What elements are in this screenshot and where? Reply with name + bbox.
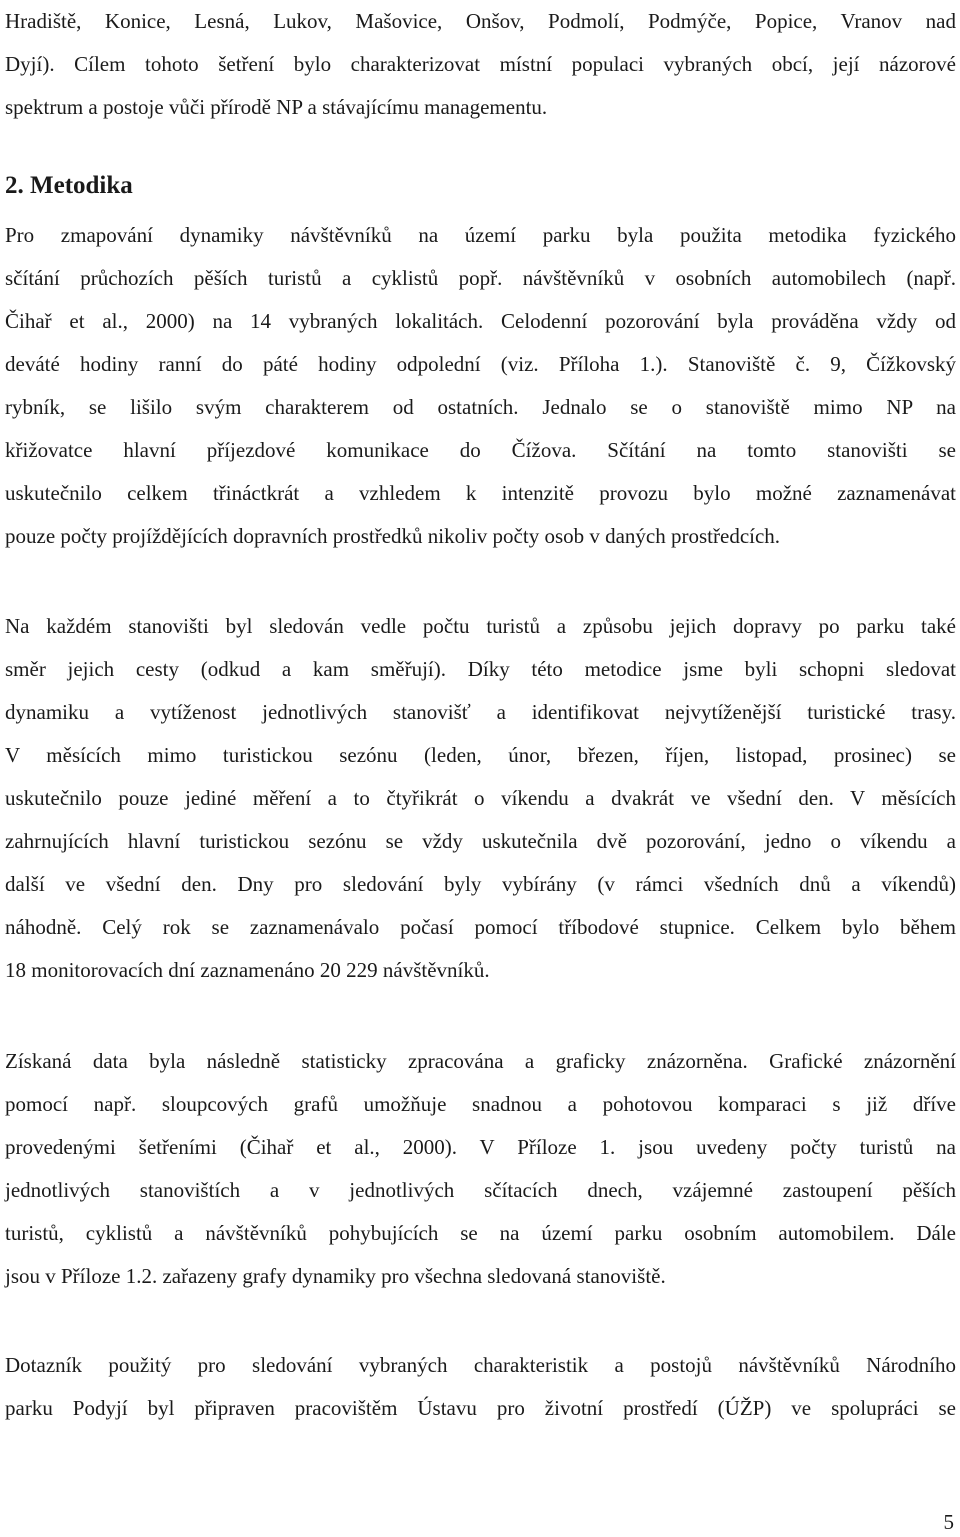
text-line: uskutečnilo pouze jediné měření a to čtyřikrát o víkendu a dvakrát ve všední den. V měsících — [5, 786, 956, 810]
text-line: rybník, se lišilo svým charakterem od ostatních. Jednalo se o stanoviště mimo NP na — [5, 395, 956, 419]
methodology-paragraph-3 — [5, 1040, 956, 1298]
methodology-paragraph-4 — [5, 1344, 956, 1430]
methodology-paragraph-1 — [5, 214, 956, 558]
text-line: Na každém stanovišti byl sledován vedle počtu turistů a způsobu jejich dopravy po parku také — [5, 614, 956, 638]
methodology-paragraph-2 — [5, 605, 956, 992]
text-line: zahrnujících hlavní turistickou sezónu se vždy uskutečnila dvě pozorování, jedno o víkendu a — [5, 829, 956, 853]
text-line: spektrum a postoje vůči přírodě NP a stávajícímu managementu. — [5, 95, 548, 119]
text-line: V měsících mimo turistickou sezónu (leden, únor, březen, říjen, listopad, prosinec) se — [5, 743, 956, 767]
text-line: další ve všední den. Dny pro sledování byly vybírány (v rámci všedních dnů a víkendů) — [5, 872, 956, 896]
text-line: 18 monitorovacích dní zaznamenáno 20 229 návštěvníků. — [5, 958, 490, 982]
intro-paragraph — [5, 0, 956, 129]
text-line: Pro zmapování dynamiky návštěvníků na území parku byla použita metodika fyzického — [5, 223, 956, 247]
text-line: deváté hodiny ranní do páté hodiny odpolední (viz. Příloha 1.). Stanoviště č. 9, Čížkovský — [5, 352, 956, 376]
text-line: Hradiště, Konice, Lesná, Lukov, Mašovice, Onšov, Podmolí, Podmýče, Popice, Vranov nad — [5, 9, 956, 33]
text-line: provedenými šetřeními (Čihař et al., 2000). V Příloze 1. jsou uvedeny počty turistů na — [5, 1135, 956, 1159]
text-line: směr jejich cesty (odkud a kam směřují). Díky této metodice jsme byli schopni sledovat — [5, 657, 956, 681]
text-line: dynamiku a vytíženost jednotlivých stanovišť a identifikovat nejvytíženější turistické trasy. — [5, 700, 956, 724]
section-heading: 2. Metodika — [5, 172, 133, 199]
text-line: náhodně. Celý rok se zaznamenávalo počasí pomocí tříbodové stupnice. Celkem bylo během — [5, 915, 956, 939]
text-line: Dyjí). Cílem tohoto šetření bylo charakterizovat místní populaci vybraných obcí, její názorové — [5, 52, 956, 76]
text-line: turistů, cyklistů a návštěvníků pohybujících se na území parku osobním automobilem. Dále — [5, 1221, 956, 1245]
page-number: 5 — [943, 1510, 954, 1534]
text-line: křižovatce hlavní příjezdové komunikace do Čížova. Sčítání na tomto stanovišti se — [5, 438, 956, 462]
text-line: uskutečnilo celkem třináctkrát a vzhledem k intenzitě provozu bylo možné zaznamenávat — [5, 481, 956, 505]
text-line: jednotlivých stanovištích a v jednotlivých sčítacích dnech, vzájemné zastoupení pěších — [5, 1178, 956, 1202]
text-line: parku Podyjí byl připraven pracovištěm Ústavu pro životní prostředí (ÚŽP) ve spolupráci se — [5, 1396, 956, 1420]
text-line: pomocí např. sloupcových grafů umožňuje snadnou a pohotovou komparaci s již dříve — [5, 1092, 956, 1116]
text-line: Dotazník použitý pro sledování vybraných charakteristik a postojů návštěvníků Národního — [5, 1353, 956, 1377]
text-line: Čihař et al., 2000) na 14 vybraných lokalitách. Celodenní pozorování byla prováděna vždy od — [5, 309, 956, 333]
text-line: jsou v Příloze 1.2. zařazeny grafy dynamiky pro všechna sledovaná stanoviště. — [5, 1264, 666, 1288]
text-line: pouze počty projíždějících dopravních prostředků nikoliv počty osob v daných prostředcích. — [5, 524, 781, 548]
text-line: sčítání průchozích pěších turistů a cyklistů popř. návštěvníků v osobních automobilech (např. — [5, 266, 956, 290]
text-line: Získaná data byla následně statisticky zpracována a graficky znázorněna. Grafické znázornění — [5, 1049, 956, 1073]
